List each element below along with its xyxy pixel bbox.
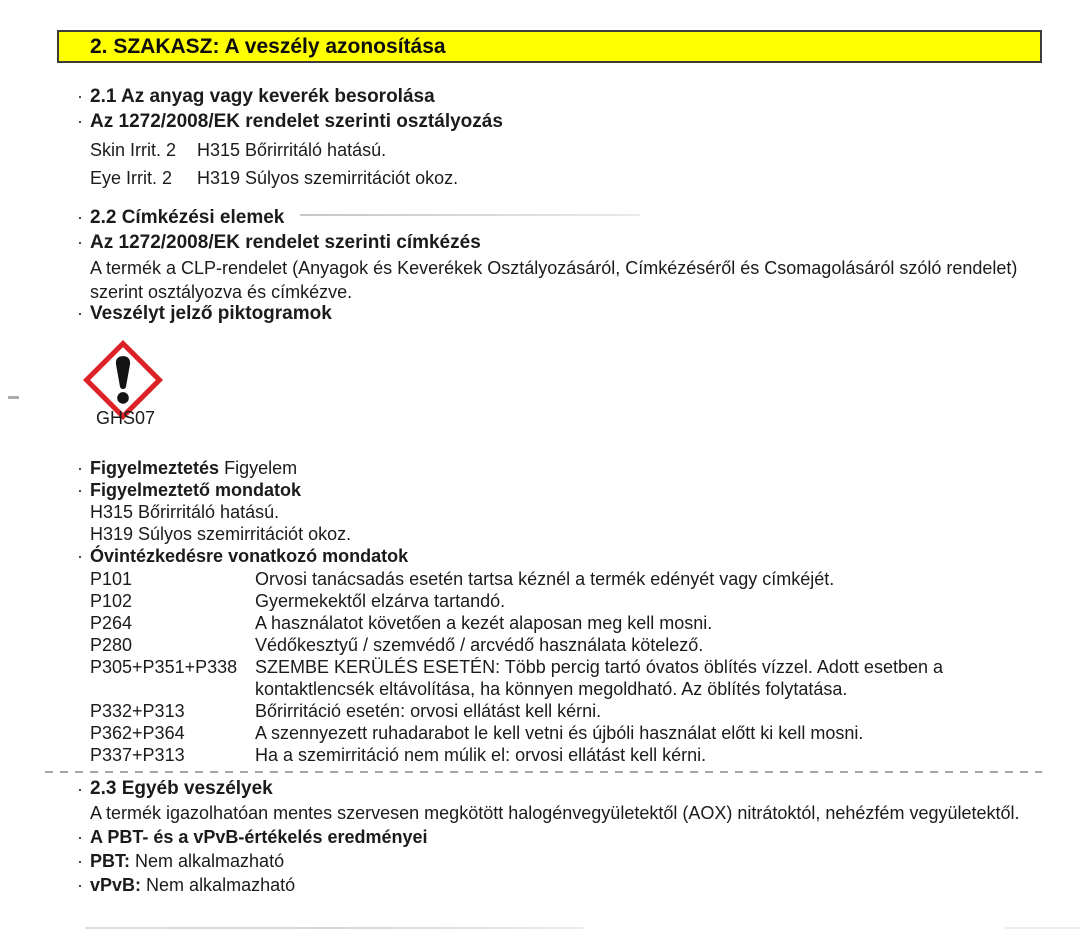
bullet-icon: · (77, 458, 83, 478)
bullet-icon: · (77, 86, 83, 106)
p-code: P102 (90, 591, 133, 611)
hazard-class: Skin Irrit. 2 (90, 140, 177, 160)
other-hazards-paragraph: A termék igazolhatóan mentes szervesen megkötött halogénvegyületektől (AOX) nitrátoktól, nehézfém vegyületektől. (90, 803, 1020, 823)
heading-clp-labelling-text: Az 1272/2008/EK rendelet szerinti címkézés (90, 232, 481, 253)
pictogram-label: GHS07 (96, 408, 156, 428)
heading-pictograms (77, 303, 1035, 324)
bullet-icon: · (77, 827, 83, 847)
bullet-icon: · (77, 779, 83, 799)
classification-table (90, 136, 1035, 192)
p-code: P264 (90, 613, 133, 633)
heading-clp-labelling (77, 230, 1035, 255)
subsection-2-3 (77, 777, 1035, 897)
bullet-icon: · (77, 232, 83, 252)
subsection-2-2 (77, 205, 1035, 766)
heading-2-1-text: 2.1 Az anyag vagy keverék besorolása (90, 86, 435, 107)
precautionary-row (90, 656, 1035, 700)
p-code: P362+P364 (90, 723, 185, 743)
pbt-label: PBT: (90, 851, 130, 871)
bullet-icon: · (77, 303, 83, 323)
heading-2-2 (77, 205, 1035, 230)
bullet-icon: · (77, 207, 83, 227)
heading-2-3 (77, 777, 1035, 801)
scan-artifact-bottom-line (85, 927, 585, 929)
p-code: P337+P313 (90, 745, 185, 765)
hazard-statement: H319 Súlyos szemirritációt okoz. (197, 168, 459, 188)
p-text: Ha a szemirritáció nem múlik el: orvosi ellátást kell kérni. (255, 745, 707, 765)
bullet-icon: · (77, 480, 83, 500)
bullet-icon: · (77, 851, 83, 871)
p-text: Bőrirritáció esetén: orvosi ellátást kell kérni. (255, 701, 602, 721)
vpvb-line (77, 873, 1035, 897)
heading-clp-classification (77, 109, 1035, 134)
p-text: A használatot követően a kezét alaposan meg kell mosni. (255, 613, 713, 633)
heading-clp-classification-text: Az 1272/2008/EK rendelet szerinti osztályozás (90, 111, 503, 132)
heading-precautionary (77, 545, 1035, 567)
p-text: A szennyezett ruhadarabot le kell vetni és újbóli használat előtt ki kell mosni. (255, 723, 864, 743)
scan-artifact-bottom-line (1005, 927, 1080, 929)
p-text: Védőkesztyű / szemvédő / arcvédő használata kötelező. (255, 635, 704, 655)
precautionary-table (90, 568, 1035, 766)
p-code: P101 (90, 569, 133, 589)
scan-artifact-dash (8, 396, 19, 399)
section-2-header-title: 2. SZAKASZ: A veszély azonosítása (90, 35, 446, 58)
heading-pbt-vpvb (77, 825, 1035, 849)
precautionary-row (90, 700, 1035, 722)
heading-hazard-statements (77, 479, 1035, 501)
clp-paragraph: A termék a CLP-rendelet (Anyagok és Keverékek Osztályozásáról, Címkézéséről és Csomagolásáról szóló rendelet) szerint osztályozva és címkézve. (90, 258, 1018, 302)
section-2-header (57, 30, 1042, 63)
hazard-statement: H315 Bőrirritáló hatású. (197, 140, 387, 160)
dashed-separator (45, 771, 1042, 773)
hazard-statement-line: H319 Súlyos szemirritációt okoz. (90, 524, 352, 544)
pbt-value: Nem alkalmazható (135, 851, 285, 871)
p-code: P332+P313 (90, 701, 185, 721)
classification-row (90, 136, 1035, 164)
classification-row (90, 164, 1035, 192)
section-2-3-content (77, 777, 1035, 897)
p-code: P305+P351+P338 (90, 657, 238, 677)
precautionary-row (90, 744, 1035, 766)
precautionary-row (90, 612, 1035, 634)
precautionary-row (90, 722, 1035, 744)
bullet-icon: · (77, 875, 83, 895)
p-text: Gyermekektől elzárva tartandó. (255, 591, 506, 611)
vpvb-label: vPvB: (90, 875, 142, 895)
heading-hazard-statements-text: Figyelmeztető mondatok (90, 480, 302, 500)
hazard-class: Eye Irrit. 2 (90, 168, 173, 188)
signal-word-block (77, 457, 1035, 567)
subsection-2-1 (77, 84, 1035, 192)
precautionary-row (90, 568, 1035, 590)
section-2-content (77, 84, 1035, 766)
heading-pbt-vpvb-text: A PBT- és a vPvB-értékelés eredményei (90, 827, 428, 847)
signal-word-line (77, 457, 1035, 479)
ghs07-pictogram (90, 334, 1035, 428)
heading-2-1 (77, 84, 1035, 109)
pbt-line (77, 849, 1035, 873)
p-text: Orvosi tanácsadás esetén tartsa kéznél a termék edényét vagy címkéjét. (255, 569, 835, 589)
hazard-statement-line: H315 Bőrirritáló hatású. (90, 502, 280, 522)
heading-pictograms-text: Veszélyt jelző piktogramok (90, 303, 332, 324)
bullet-icon: · (77, 111, 83, 131)
signal-word-label: Figyelmeztetés (90, 458, 220, 478)
p-text: SZEMBE KERÜLÉS ESETÉN: Több percig tartó óvatos öblítés vízzel. Adott esetben a kontaktlencsék eltávolítása, ha könnyen megoldható. Az öblítés folytatása. (255, 657, 943, 699)
p-code: P280 (90, 635, 133, 655)
vpvb-value: Nem alkalmazható (146, 875, 296, 895)
bullet-icon: · (77, 546, 83, 566)
precautionary-row (90, 590, 1035, 612)
heading-2-2-text: 2.2 Címkézési elemek (90, 207, 285, 228)
heading-2-3-text: 2.3 Egyéb veszélyek (90, 778, 273, 799)
precautionary-row (90, 634, 1035, 656)
heading-precautionary-text: Óvintézkedésre vonatkozó mondatok (90, 546, 409, 566)
signal-word-value: Figyelem (224, 458, 298, 478)
